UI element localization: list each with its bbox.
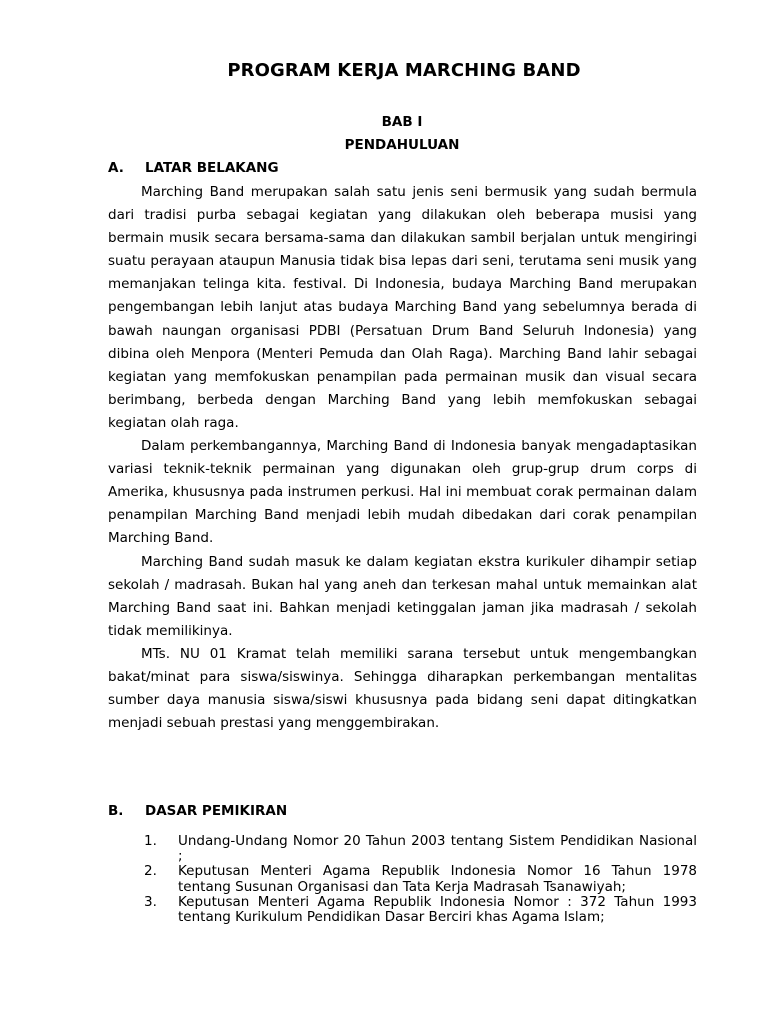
list-item [108, 864, 697, 894]
section-b-heading [108, 803, 287, 819]
chapter-number: BAB I [381, 114, 423, 130]
chapter-title: PENDAHULUAN [344, 137, 460, 153]
list-item-text: Undang-Undang Nomor 20 Tahun 2003 tentang Sistem Pendidikan Nasional ; [178, 833, 697, 865]
section-a-body [108, 181, 697, 735]
list-item-number: 3. [144, 893, 157, 910]
paragraph: Marching Band sudah masuk ke dalam kegiatan ekstra kurikuler dihampir setiap sekolah / madrasah. Bukan hal yang aneh dan terkesan mahal untuk memainkan alat Marching Band saat ini. Bahkan menjadi ketinggalan jaman jika madrasah / sekolah tidak memilikinya. [108, 553, 697, 639]
list-item [108, 895, 697, 925]
list-item-number: 1. [144, 833, 157, 849]
section-a-title: LATAR BELAKANG [145, 160, 279, 176]
section-b-title: DASAR PEMIKIRAN [145, 803, 288, 819]
paragraph: Dalam perkembangannya, Marching Band di Indonesia banyak mengadaptasikan variasi teknik-teknik permainan yang digunakan oleh grup-grup drum corps di Amerika, khususnya pada instrumen perkusi. Hal ini membuat corak permainan dalam penampilan Marching Band menjadi lebih mudah dibedakan dari corak penampilan Marching Band. [108, 438, 697, 547]
section-b-letter: B. [108, 803, 124, 819]
legal-basis-list [108, 834, 697, 925]
list-item-number: 2. [144, 863, 157, 880]
paragraph: Marching Band merupakan salah satu jenis seni bermusik yang sudah bermula dari tradisi purba sebagai kegiatan yang dilakukan oleh beberapa musisi yang bermain musik secara bersama-sama dan dilakukan sambil berjalan untuk mengiringi suatu perayaan ataupun Manusia tidak bisa lepas dari seni, terutama seni musik yang memanjakan telinga kita. festival. Di Indonesia, budaya Marching Band merupakan pengembangan lebih lanjut atas budaya Marching Band yang sebelumnya berada di bawah naungan organisasi PDBI (Persatuan Drum Band Seluruh Indonesia) yang dibina oleh Menpora (Menteri Pemuda dan Olah Raga). Marching Band lahir sebagai kegiatan yang memfokuskan penampilan pada permainan musik dan visual secara berimbang, berbeda dengan Marching Band yang lebih memfokuskan sebagai kegiatan olah raga. [108, 184, 697, 431]
section-a-heading [108, 160, 279, 176]
paragraph: MTs. NU 01 Kramat telah memiliki sarana tersebut untuk mengembangkan bakat/minat para siswa/siswinya. Sehingga diharapkan perkembangan mentalitas sumber daya manusia siswa/siswi khususnya pada bidang seni dapat ditingkatkan menjadi sebuah prestasi yang menggembirakan. [108, 645, 697, 732]
document-title: PROGRAM KERJA MARCHING BAND [227, 60, 581, 81]
section-a-letter: A. [108, 160, 124, 176]
list-item-text: Keputusan Menteri Agama Republik Indonesia Nomor : 372 Tahun 1993 tentang Kurikulum Pendidikan Dasar Berciri khas Agama Islam; [178, 893, 697, 926]
list-item-text: Keputusan Menteri Agama Republik Indonesia Nomor 16 Tahun 1978 tentang Susunan Organisasi dan Tata Kerja Madrasah Tsanawiyah; [178, 863, 697, 895]
list-item [108, 834, 697, 864]
